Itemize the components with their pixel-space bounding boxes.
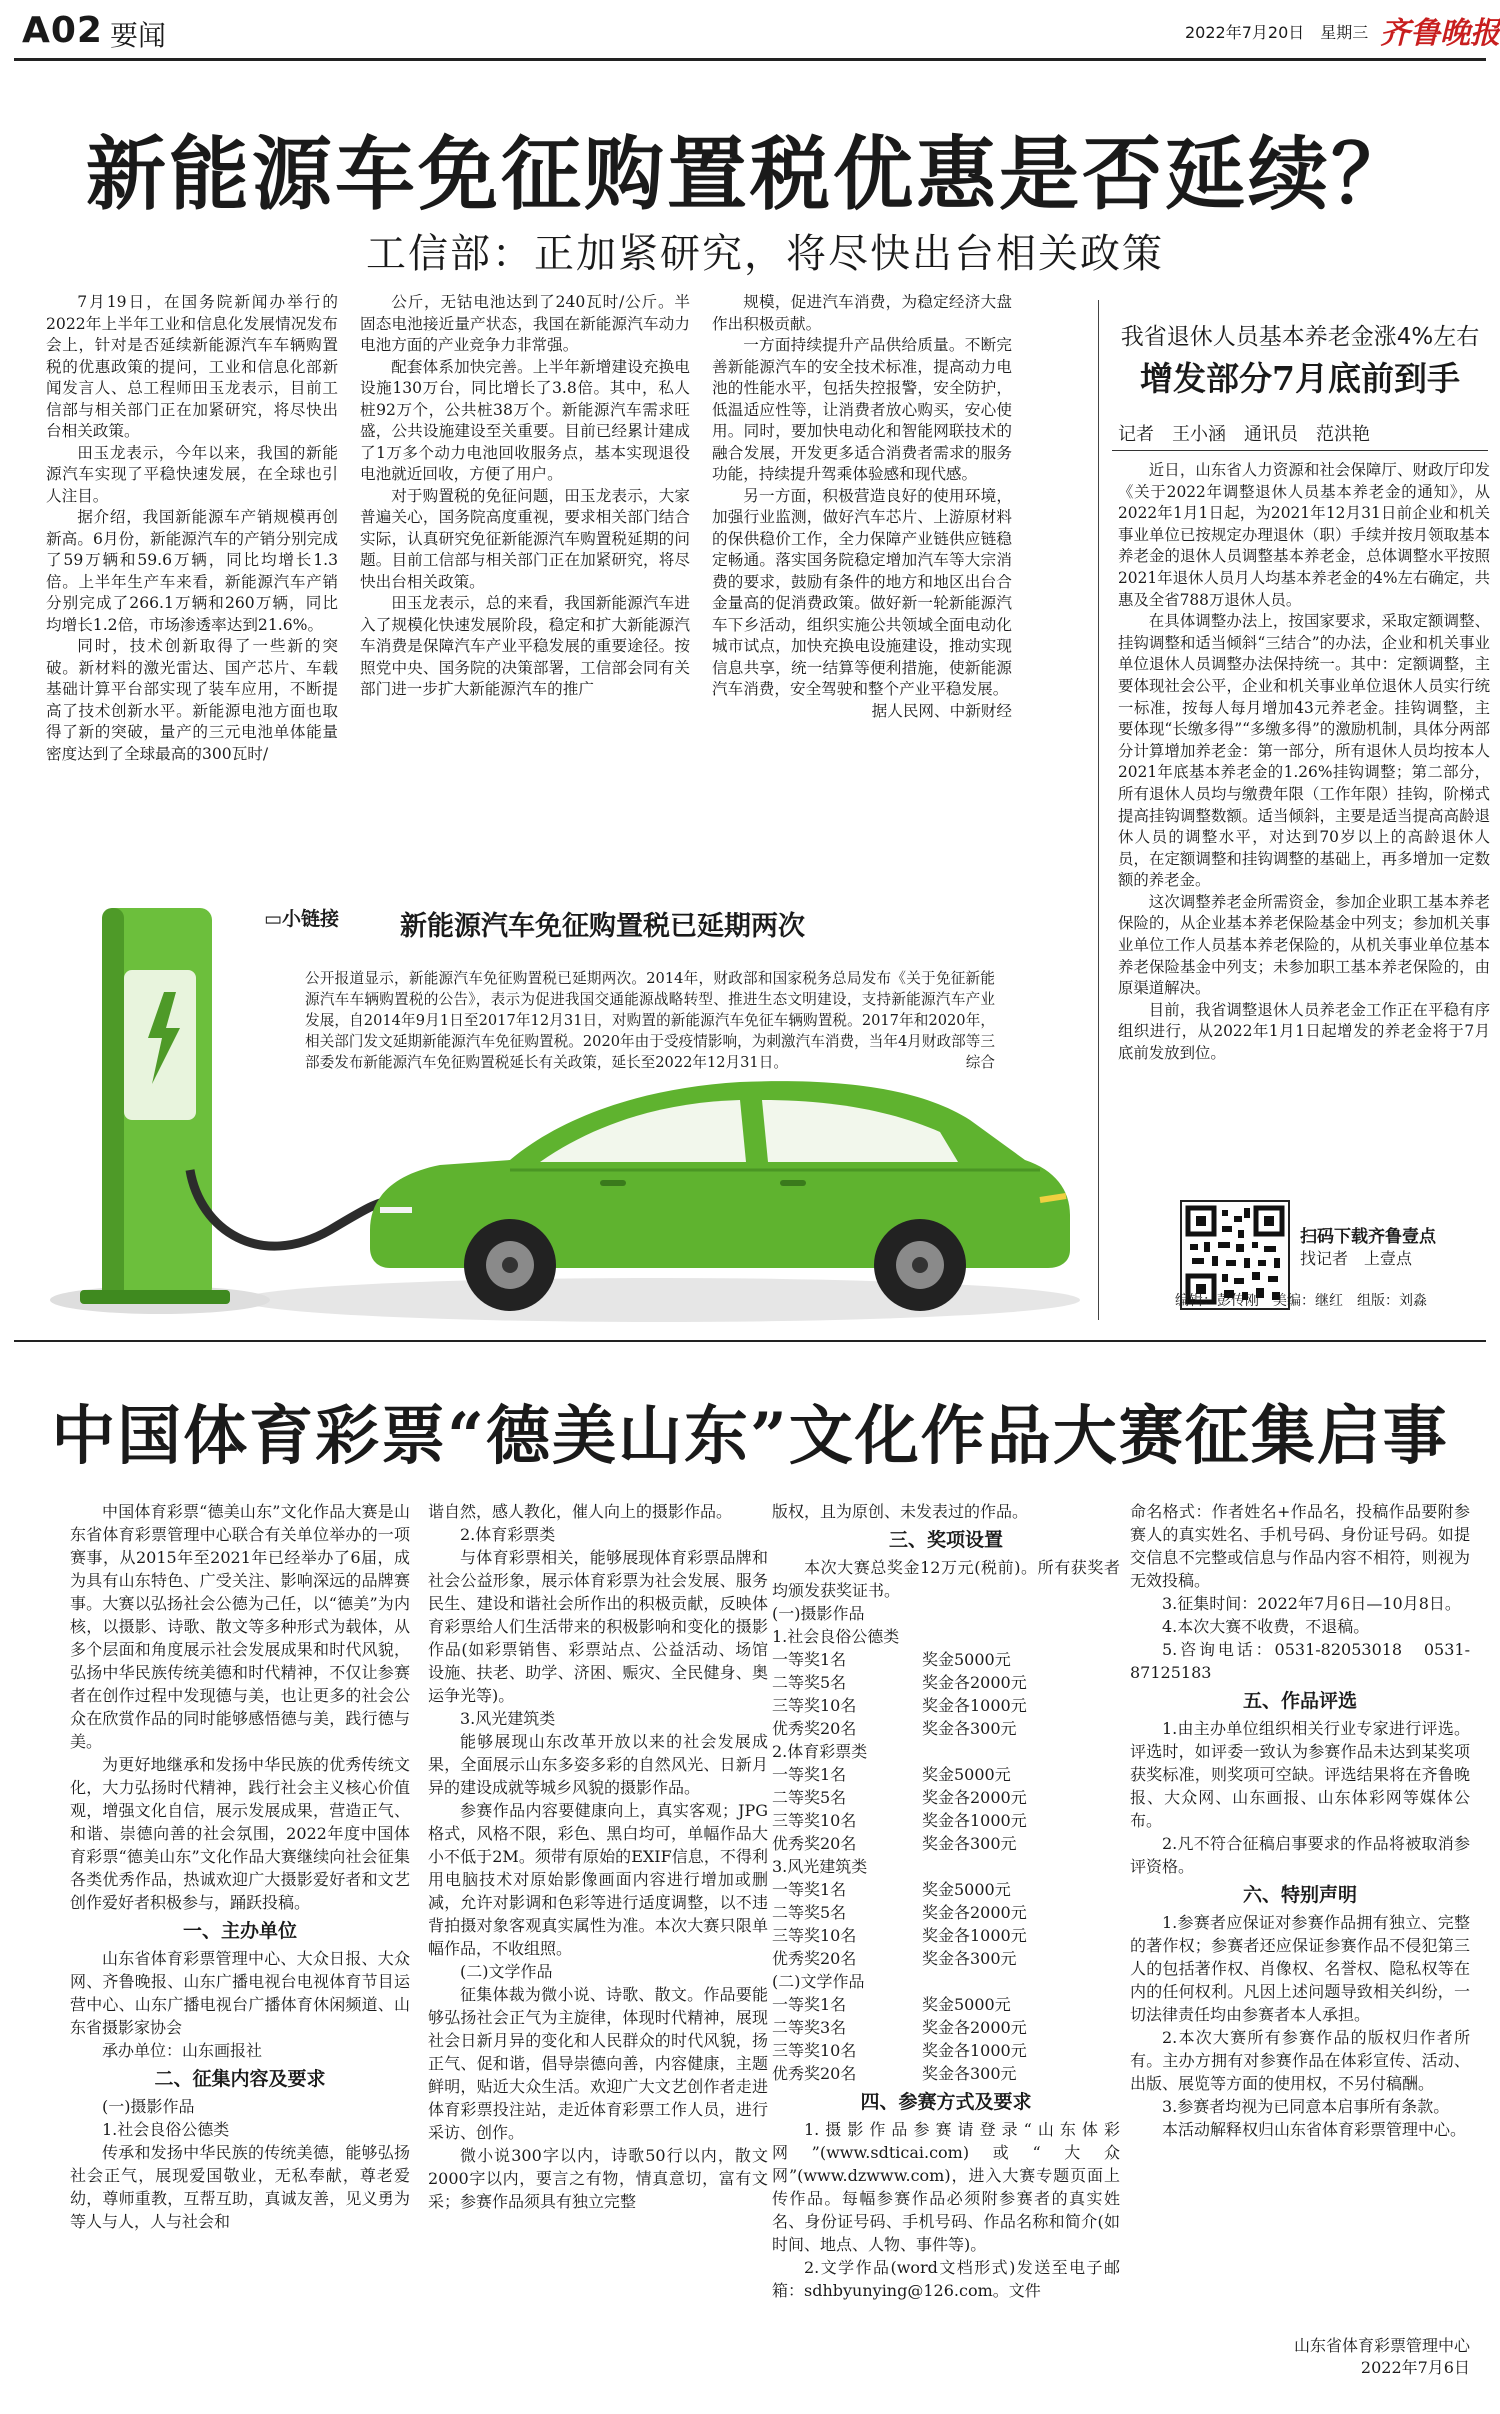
paragraph: 谐自然，感人教化，催人向上的摄影作品。 [428,1502,733,1521]
header-rule [14,58,1486,61]
prize-row [772,1763,1120,1786]
section-heading: 一、主办单位 [182,1920,297,1942]
paragraph: 能够展现山东改革开放以来的社会发展成果，全面展示山东多姿多彩的自然风光、日新月异的建设成就等城乡风貌的摄影作品。 [428,1732,768,1797]
paragraph: 据介绍，我国新能源车产销规模再创新高。6月份，新能源汽车的产销分别完成了59万辆和59.6万辆，同比均增长1.3倍。上半年生产车来看，新能源汽车产销分别完成了266.1万辆和260万辆，同比均增长1.2倍，市场渗透率达到21.6%。 [46,508,338,634]
paragraph: 命名格式：作者姓名+作品名，投稿作品要附参赛人的真实姓名、手机号码、身份证号码。如提交信息不完整或信息与作品内容不相符，则视为无效投稿。 [1130,1502,1470,1590]
notice-column-2 [428,1500,768,2380]
prize-row [772,2062,1120,2085]
prize-row [772,1878,1120,1901]
issue-date: 2022年7月20日 星期三 [1185,23,1369,42]
qr-caption-reporter: 找记者 上壹点 [1300,1249,1413,1268]
prize-row [772,1924,1120,1947]
paragraph: 近日，山东省人力资源和社会保障厅、财政厅印发《关于2022年调整退休人员基本养老金的通知》，从2022年1月1日起，为2021年12月31日前企业和机关事业单位已按规定办理退休（职）手续并按月领取基本养老金的退休人员调整基本养老金，总体调整水平按照2021年退休人员月人均基本养老金的4%左右确定，共惠及全省788万退休人员。 [1118,461,1490,609]
article-column-2 [360,292,690,892]
paragraph: 1.社会良俗公德类 [772,1627,900,1646]
prize-rank: 优秀奖20名 [772,1834,857,1853]
paragraph: 规模，促进汽车消费，为稳定经济大盘作出积极贡献。 [712,293,1012,333]
prize-amount: 奖金5000元 [922,1650,1011,1669]
section-name: 要闻 [110,19,167,52]
sidebar-kicker: 我省退休人员基本养老金涨4%左右 [1120,324,1480,350]
paragraph: 3.风光建筑类 [460,1709,556,1728]
main-subheadline: 工信部：正加紧研究，将尽快出台相关政策 [366,231,1164,277]
notice-column-1 [70,1500,410,2380]
prize-amount: 奖金5000元 [922,1765,1011,1784]
sidebar-rule [1112,450,1488,451]
prize-row [772,1694,1120,1717]
paragraph: 2.体育彩票类 [772,1742,868,1761]
sidebar-title: 增发部分7月底前到手 [1140,359,1460,398]
prize-row [772,1832,1120,1855]
paragraph: 1.摄影作品参赛请登录“山东体彩网”(www.sdticai.com)或“大众网”(www.dzwww.com)，进入大赛专题页面上传作品。每幅参赛作品必须附参赛者的真实姓名、身份证号码、手机号码、作品名称和简介(如时间、地点、人物、事件等)。 [772,2120,1120,2254]
prize-rank: 三等奖10名 [772,2041,857,2060]
paragraph: 3.参赛者均视为已同意本启事所有条款。 [1162,2097,1450,2116]
prize-row [772,2016,1120,2039]
paragraph: 配套体系加快完善。上半年新增建设充换电设施130万台，同比增长了3.8倍。其中，私人桩92万个，公共桩38万个。新能源汽车需求旺盛，公共设施建设至关重要。目前已经累计建成了1万多个动力电池回收服务点，基本实现退役电池就近回收，方便了用户。 [360,357,690,483]
prize-row [772,2039,1120,2062]
paragraph: 5.咨询电话：0531-82053018 0531-87125183 [1130,1640,1470,1682]
article-column-1 [46,292,338,892]
prize-rank: 优秀奖20名 [772,1949,857,1968]
paragraph: 另一方面，积极营造良好的使用环境，加强行业监测，做好汽车芯片、上游原材料的保供稳价工作，全力保障产业链供应链稳定畅通。落实国务院稳定增加汽车等大宗消费的要求，鼓励有条件的地方和地区出台合金量高的促消费政策。做好新一轮新能源汽车下乡活动，组织实施公共领域全面电动化城市试点，加快充换电设施建设，推动实现信息共享，统一结算等便利措施，使新能源汽车消费，安全驾驶和整个产业平稳发展。 [712,486,1012,698]
paragraph: 在具体调整办法上，按国家要求，采取定额调整、挂钩调整和适当倾斜“三结合”的办法，企业和机关事业单位退休人员调整办法保持统一。其中：定额调整，主要体现社会公平，企业和机关事业单位退休人员实行统一标准，按每人每月增加43元养老金。挂钩调整，主要体现“长缴多得”“多缴多得”的激励机制，具体分两部分计算增加养老金：第一部分，所有退休人员均按本人2021年底基本养老金的1.26%挂钩调整；第二部分，所有退休人员均与缴费年限（工作年限）挂钩，阶梯式提高挂钩调整数额。适当倾斜，主要是适当提高高龄退休人员的调整水平，对达到70岁以上的高龄退休人员，在定额调整和挂钩调整的基础上，再多增加一定数额的养老金。 [1118,612,1490,890]
prize-amount: 奖金各2000元 [922,2018,1027,2037]
notice-top-rule [14,1340,1486,1342]
prize-amount: 奖金各1000元 [922,1696,1027,1715]
prize-amount: 奖金各1000元 [922,1811,1027,1830]
notice-column-3 [772,1500,1120,2400]
prize-rank: 二等奖5名 [772,1903,847,1922]
prize-rank: 三等奖10名 [772,1811,857,1830]
paragraph: 山东省体育彩票管理中心、大众日报、大众网、齐鲁晚报、山东广播电视台电视体育节目运营中心、山东广播电视台广播体育休闲频道、山东省摄影家协会 [70,1949,410,2037]
notice-column-4 [1130,1500,1470,2320]
section-heading: 六、特别声明 [1242,1884,1357,1906]
paragraph: 为更好地继承和发扬中华民族的优秀传统文化，大力弘扬时代精神，践行社会主义核心价值观，增强文化自信，展示发展成果，营造正气、和谐、崇德向善的社会氛围，2022年度中国体育彩票“德美山东”文化作品大赛继续向社会征集各类优秀作品，热诚欢迎广大摄影爱好者和文艺创作爱好者积极参与，踊跃投稿。 [70,1755,410,1912]
paragraph: 同时，技术创新取得了一些新的突破。新材料的激光雷达、国产芯片、车载基础计算平台部实现了装车应用，不断提高了技术创新水平。新能源电池方面也取得了新的突破，量产的三元电池单体能量密度达到了全球最高的300瓦时/ [46,637,338,763]
prize-rank: 一等奖1名 [772,1995,847,2014]
section-heading: 三、奖项设置 [888,1529,1003,1551]
paragraph: 与体育彩票相关，能够展现体育彩票品牌和社会公益形象，展示体育彩票为社会发展、服务民生、建设和谐社会所作出的积极贡献，反映体育彩票给人们生活带来的积极影响和变化的摄影作品(如彩票销售、彩票站点、公益活动、场馆设施、扶老、助学、济困、赈灾、全民健身、奥运争光等)。 [428,1548,768,1705]
prize-row [772,1648,1120,1671]
prize-rank: 二等奖5名 [772,1673,847,1692]
link-body [305,968,995,1073]
prize-row [772,1786,1120,1809]
paragraph: 2.文学作品(word文档形式)发送至电子邮箱：sdhbyunying@126.com。文件 [772,2258,1120,2300]
prize-rank: 三等奖10名 [772,1696,857,1715]
section-heading: 五、作品评选 [1242,1690,1357,1712]
paragraph: 1.参赛者应保证对参赛作品拥有独立、完整的著作权；参赛者还应保证参赛作品不侵犯第三人的包括著作权、肖像权、名誉权、隐私权等在内的任何权利。凡因上述问题导致相关纠纷，一切法律责任均由参赛者本人承担。 [1130,1913,1470,2024]
article-column-3 [712,292,1012,832]
prize-amount: 奖金5000元 [922,1880,1011,1899]
paragraph: 中国体育彩票“德美山东”文化作品大赛是山东省体育彩票管理中心联合有关单位举办的一项赛事，从2015年至2021年已经举办了6届，成为具有山东特色、广受关注、影响深远的品牌赛事。大赛以弘扬社会公德为己任，以“德美”为内核，以摄影、诗歌、散文等多种形式为载体，从多个层面和角度展示社会发展成果和时代风貌，弘扬中华民族传统美德和时代精神，不仅让参赛者在创作过程中发现德与美，也让更多的社会公众在欣赏作品的同时能够感悟德与美，践行德与美。 [70,1502,410,1751]
page-number: A02 [22,10,103,51]
prize-rank: 一等奖1名 [772,1765,847,1784]
newspaper-logo: 齐鲁晚报 [1380,16,1500,51]
prize-amount: 奖金5000元 [922,1995,1011,2014]
link-tag: ▭小链接 [264,908,339,930]
prize-rank: 二等奖5名 [772,1788,847,1807]
prize-amount: 奖金各300元 [922,1719,1017,1738]
link-body-text: 公开报道显示，新能源汽车免征购置税已延期两次。2014年，财政部和国家税务总局发布《关于免征新能源汽车车辆购置税的公告》，表示为促进我国交通能源战略转型、推进生态文明建设，支持新能源汽车产业发展，自2014年9月1日至2017年12月31日，对购置的新能源汽车免征车辆购置税。2017年和2020年，相关部门发文延期新能源汽车免征购置税。2020年由于受疫情影响，为刺激汽车消费，当年4月财政部等三部委发布新能源汽车免征购置税延长有关政策，延长至2022年12月31日。 [305,970,995,1071]
paragraph: 参赛作品内容要健康向上，真实客观；JPG格式，风格不限，彩色、黑白均可，单幅作品大小不低于2M。须带有原始的EXIF信息，不得利用电脑技术对原始影像画面内容进行增加或删减，允许对影调和色彩等进行适度调整，以不违背拍摄对象客观真实属性为准。本次大赛只限单幅作品，不收组照。 [428,1801,768,1958]
prize-row [772,1947,1120,1970]
paragraph: 2.本次大赛所有参赛作品的版权归作者所有。主办方拥有对参赛作品在体彩宣传、活动、出版、展览等方面的使用权，不另付稿酬。 [1130,2028,1470,2093]
paragraph: (一)摄影作品 [102,2097,195,2116]
prize-amount: 奖金各300元 [922,2064,1017,2083]
paragraph: 3.征集时间：2022年7月6日—10月8日。 [1162,1594,1461,1613]
prize-amount: 奖金各2000元 [922,1788,1027,1807]
paragraph: 这次调整养老金所需资金，参加企业职工基本养老保险的，从企业基本养老保险基金中列支；参加机关事业单位工作人员基本养老保险的，从机关事业单位基本养老保险基金中列支；未参加职工基本养老保险的，由原渠道解决。 [1118,892,1490,998]
prize-amount: 奖金各1000元 [922,1926,1027,1945]
sidebar-body [1118,460,1490,1180]
paragraph: 4.本次大赛不收费，不退稿。 [1162,1617,1370,1636]
section-heading: 四、参赛方式及要求 [860,2091,1032,2113]
paragraph: 1.由主办单位组织相关行业专家进行评选。评选时，如评委一致认为参赛作品未达到某奖项获奖标准，则奖项可空缺。评选结果将在齐鲁晚报、大众网、山东画报、山东体彩网等媒体公布。 [1130,1719,1470,1830]
notice-signature [1130,2335,1470,2379]
paragraph: 公斤，无钴电池达到了240瓦时/公斤。半固态电池接近量产状态，我国在新能源汽车动力电池方面的产业竞争力非常强。 [360,293,690,354]
paragraph: 对于购置税的免征问题，田玉龙表示，大家普遍关心，国务院高度重视，要求相关部门结合实际，认真研究免征新能源汽车购置税延期的问题。目前工信部与相关部门正在加紧研究，将尽快出台相关政策。 [360,486,690,591]
prize-rank: 优秀奖20名 [772,2064,857,2083]
prize-amount: 奖金各2000元 [922,1673,1027,1692]
prize-amount: 奖金各2000元 [922,1903,1027,1922]
paragraph: 征集体裁为微小说、诗歌、散文。作品要能够弘扬社会正气为主旋律，体现时代精神，展现社会日新月异的变化和人民群众的时代风貌，扬正气、促和谐，倡导崇德向善，内容健康，主题鲜明，贴近大众生活。欢迎广大文艺创作者走进体育彩票投注站，走近体育彩票工作人员，进行采访、创作。 [428,1985,768,2142]
paragraph: (二)文学作品 [772,1972,865,1991]
prize-rank: 二等奖3名 [772,2018,847,2037]
section-heading: 二、征集内容及要求 [154,2068,326,2090]
qr-caption-download: 扫码下载齐鲁壹点 [1300,1227,1436,1247]
paragraph: 传承和发扬中华民族的传统美德，能够弘扬社会正气，展现爱国敬业，无私奉献，尊老爱幼，尊师重教，互帮互助，真诚友善，见义勇为等人与人，人与社会和 [70,2143,410,2231]
prize-amount: 奖金各300元 [922,1949,1017,1968]
prize-rank: 一等奖1名 [772,1650,847,1669]
prize-amount: 奖金各300元 [922,1834,1017,1853]
paragraph: 2.体育彩票类 [460,1525,556,1544]
link-source: 综合 [965,1054,995,1071]
paragraph: 2.凡不符合征稿启事要求的作品将被取消参评资格。 [1130,1834,1470,1876]
paragraph: 微小说300字以内，诗歌50行以内，散文2000字以内，要言之有物，情真意切，富有文采；参赛作品须具有独立完整 [428,2146,768,2211]
link-title: 新能源汽车免征购置税已延期两次 [400,911,805,942]
paragraph: 3.风光建筑类 [772,1857,868,1876]
prize-row [772,1901,1120,1924]
paragraph: 田玉龙表示，总的来看，我国新能源汽车进入了规模化快速发展阶段，稳定和扩大新能源汽车消费是保障汽车产业平稳发展的重要途径。按照党中央、国务院的决策部署，工信部会同有关部门进一步扩大新能源汽车的推广 [360,594,690,698]
prize-row [772,1671,1120,1694]
paragraph: 版权，且为原创、未发表过的作品。 [772,1502,1029,1521]
paragraph: 7月19日，在国务院新闻办举行的2022年上半年工业和信息化发展情况发布会上，针对是否延续新能源汽车车辆购置税的优惠政策的提问，工业和信息化部新闻发言人、总工程师田玉龙表示，目前工信部与相关部门正在加紧研究，将尽快出台相关政策。 [46,293,338,440]
paragraph: (一)摄影作品 [772,1604,865,1623]
notice-signature-org: 山东省体育彩票管理中心 [1293,2336,1470,2355]
editor-credits: 编辑：彭传刚 美编：继红 组版：刘淼 [1175,1293,1427,1309]
notice-title: 中国体育彩票“德美山东”文化作品大赛征集启事 [51,1399,1449,1474]
prize-rank: 三等奖10名 [772,1926,857,1945]
prize-row [772,1993,1120,2016]
notice-signature-date: 2022年7月6日 [1360,2358,1470,2377]
sidebar-byline: 记者 王小涵 通讯员 范洪艳 [1118,424,1370,445]
prize-rank: 优秀奖20名 [772,1719,857,1738]
prize-amount: 奖金各1000元 [922,2041,1027,2060]
paragraph: 本次大赛总奖金12万元(税前)。所有获奖者均颁发获奖证书。 [772,1558,1120,1600]
main-headline: 新能源车免征购置税优惠是否延续？ [86,127,1414,221]
prize-row [772,1809,1120,1832]
paragraph: 1.社会良俗公德类 [102,2120,230,2139]
paragraph: 目前，我省调整退休人员养老金工作正在平稳有序组织进行，从2022年1月1日起增发的养老金将于7月底前发放到位。 [1118,1000,1490,1063]
prize-row [772,1717,1120,1740]
paragraph: 据人民网、中新财经 [871,701,1012,720]
paragraph: 承办单位：山东画报社 [102,2041,263,2060]
paragraph: (二)文学作品 [460,1962,553,1981]
paragraph: 一方面持续提升产品供给质量。不断完善新能源汽车的安全技术标准，提高动力电池的性能水平，包括失控报警，安全防护，低温适应性等，让消费者放心购买，安心使用。同时，要加快电动化和智能网联技术的融合发展，开发更多适合消费者需求的服务功能，持续提升驾乘体验感和现代感。 [712,336,1012,483]
paragraph: 田玉龙表示，今年以来，我国的新能源汽车实现了平稳快速发展，在全球也引人注目。 [46,443,338,505]
paragraph: 本活动解释权归山东省体育彩票管理中心。 [1162,2120,1467,2139]
prize-rank: 一等奖1名 [772,1880,847,1899]
